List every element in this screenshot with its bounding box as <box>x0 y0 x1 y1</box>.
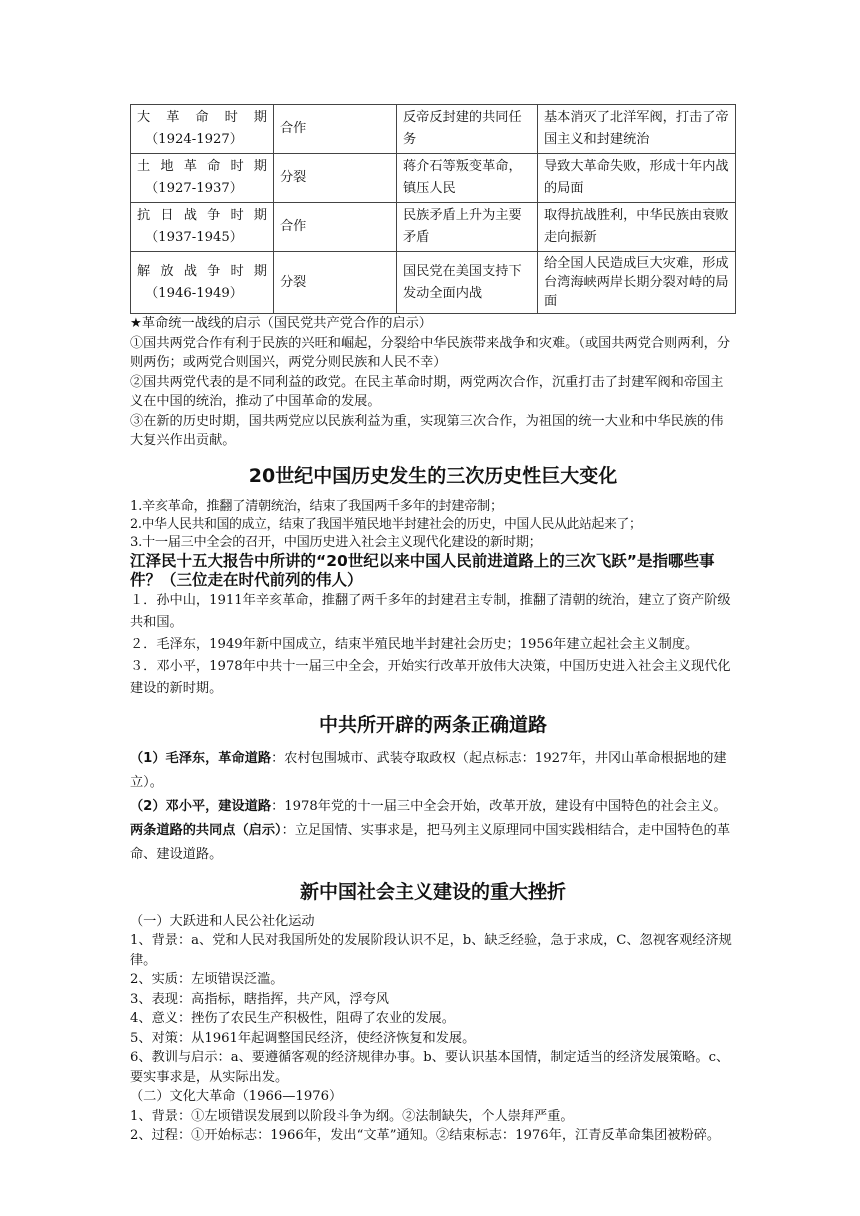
three-leaps-answers <box>130 590 736 700</box>
answer-item: ２．毛泽东，1949年新中国成立，结束半殖民地半封建社会历史；1956年建立起社会主义制度。 <box>130 636 699 652</box>
relation-cell: 合作 <box>274 105 397 154</box>
setback-line: （二）文化大革命（1966—1976） <box>130 1089 343 1104</box>
roads-common-point <box>130 819 736 867</box>
period-years: （1937-1945） <box>145 230 243 245</box>
period-name: 抗日战争时期 <box>137 208 267 223</box>
period-years: （1924-1927） <box>145 132 243 147</box>
period-years: （1927-1937） <box>145 181 243 196</box>
cause-cell: 蒋介石等叛变革命，镇压人民 <box>397 154 538 203</box>
cause-cell: 国民党在美国支持下发动全面内战 <box>397 252 538 314</box>
setback-line: 5、对策：从1961年起调整国民经济，使经济恢复和发展。 <box>130 1030 476 1046</box>
setback-line: 4、意义：挫伤了农民生产积极性，阻碍了农业的发展。 <box>130 1011 455 1026</box>
two-roads-section <box>130 747 736 867</box>
period-cell <box>131 154 274 203</box>
setback-line: （一）大跃进和人民公社化运动 <box>130 913 315 929</box>
effect-cell: 基本消灭了北洋军阀，打击了帝国主义和封建统治 <box>538 105 736 154</box>
change-item: 2.中华人民共和国的成立，结束了我国半殖民地半封建社会的历史，中国人民从此站起来了； <box>130 516 642 532</box>
section-title-two-roads: 中共所开辟的两条正确道路 <box>318 713 547 736</box>
three-leaps-question: 江泽民十五大报告中所讲的“20世纪以来中国人民前进道路上的三次飞跃”是指哪些事件？（三位走在时代前列的伟人） <box>130 551 715 589</box>
table-row <box>131 252 736 314</box>
lesson-item: ②国共两党代表的是不同利益的政党。在民主革命时期，两党两次合作，沉重打击了封建军阀和帝国主义在中国的统治，推动了中国革命的发展。 <box>130 374 724 409</box>
answer-item: １．孙中山，1911年辛亥革命，推翻了两千多年的封建君主专制，推翻了清朝的统治，建立了资产阶级共和国。 <box>130 592 731 630</box>
road-2-text: ：1978年党的十一届三中全会开始，改革开放，建设有中国特色的社会主义。 <box>271 798 727 814</box>
setback-line: 1、背景：①左顷错误发展到以阶段斗争为纲。②法制缺失，个人崇拜严重。 <box>130 1108 574 1124</box>
three-changes-section <box>130 498 736 552</box>
setback-line: 2、过程：①开始标志：1966年，发出“文革”通知。②结束标志：1976年，江青反革命集团被粉碎。 <box>130 1128 721 1143</box>
cause-cell: 民族矛盾上升为主要矛盾 <box>397 203 538 252</box>
common-text: ：立足国情、实事求是，把马列主义原理同中国实践相结合，走中国特色的革命、建设道路。 <box>130 822 731 862</box>
setback-line: 3、表现：高指标，瞎指挥，共产风，浮夸风 <box>130 991 389 1007</box>
table-row <box>131 105 736 154</box>
document-page <box>130 104 736 1146</box>
united-front-lessons <box>130 314 736 451</box>
road-2 <box>130 795 736 819</box>
common-label: 两条道路的共同点（启示） <box>130 822 282 838</box>
period-cell <box>131 105 274 154</box>
change-item: 1.辛亥革命，推翻了清朝统治，结束了我国两千多年的封建帝制； <box>130 498 503 514</box>
period-cell <box>131 252 274 314</box>
road-2-label: （2）邓小平，建设道路 <box>130 798 272 814</box>
period-cell <box>131 203 274 252</box>
table-row <box>131 203 736 252</box>
setback-line: 6、教训与启示：a、要遵循客观的经济规律办事。b、要认识基本国情，制定适当的经济发展策略。c、要实事求是，从实际出发。 <box>130 1050 730 1085</box>
section-title-setbacks: 新中国社会主义建设的重大挫折 <box>299 880 566 903</box>
road-1 <box>130 747 736 795</box>
road-1-text: ：农村包围城市、武装夺取政权（起点标志：1927年，井冈山革命根据地的建立）。 <box>130 750 727 790</box>
period-name: 土地革命时期 <box>137 159 267 174</box>
effect-cell: 给全国人民造成巨大灾难，形成台湾海峡两岸长期分裂对峙的局面 <box>538 252 736 314</box>
period-name: 大革命时期 <box>137 110 267 125</box>
road-1-label: （1）毛泽东，革命道路 <box>130 750 272 766</box>
table-row <box>131 154 736 203</box>
effect-cell: 导致大革命失败，形成十年内战的局面 <box>538 154 736 203</box>
lesson-item: ③在新的历史时期，国共两党应以民族利益为重，实现第三次合作，为祖国的统一大业和中华民族的伟大复兴作出贡献。 <box>130 413 724 448</box>
setbacks-section <box>130 912 736 1146</box>
relation-cell: 分裂 <box>274 252 397 314</box>
effect-cell: 取得抗战胜利，中华民族由衰败走向振新 <box>538 203 736 252</box>
lesson-item: ①国共两党合作有利于民族的兴旺和崛起，分裂给中华民族带来战争和灾难。（或国共两党合则两利，分则两伤；或两党合则国兴，两党分则民族和人民不幸） <box>130 335 731 370</box>
united-front-table <box>130 104 736 314</box>
star-icon: ★ <box>130 316 142 331</box>
lessons-heading-text: 革命统一战线的启示（国民党共产党合作的启示） <box>141 316 432 331</box>
lessons-heading <box>130 314 736 334</box>
relation-cell: 合作 <box>274 203 397 252</box>
section-title-three-changes: 20世纪中国历史发生的三次历史性巨大变化 <box>248 464 618 487</box>
period-years: （1946-1949） <box>145 285 243 301</box>
period-name: 解放战争时期 <box>137 263 267 279</box>
relation-cell: 分裂 <box>274 154 397 203</box>
setback-line: 1、背景：a、党和人民对我国所处的发展阶段认识不足，b、缺乏经验，急于求成，C、忽视客观经济规律。 <box>130 933 732 968</box>
answer-item: ３．邓小平，1978年中共十一届三中全会，开始实行改革开放伟大决策，中国历史进入社会主义现代化建设的新时期。 <box>130 658 731 696</box>
cause-cell: 反帝反封建的共同任务 <box>397 105 538 154</box>
change-item: 3.十一届三中全会的召开，中国历史进入社会主义现代化建设的新时期； <box>130 534 542 550</box>
setback-line: 2、实质：左顷错误泛滥。 <box>130 972 284 987</box>
